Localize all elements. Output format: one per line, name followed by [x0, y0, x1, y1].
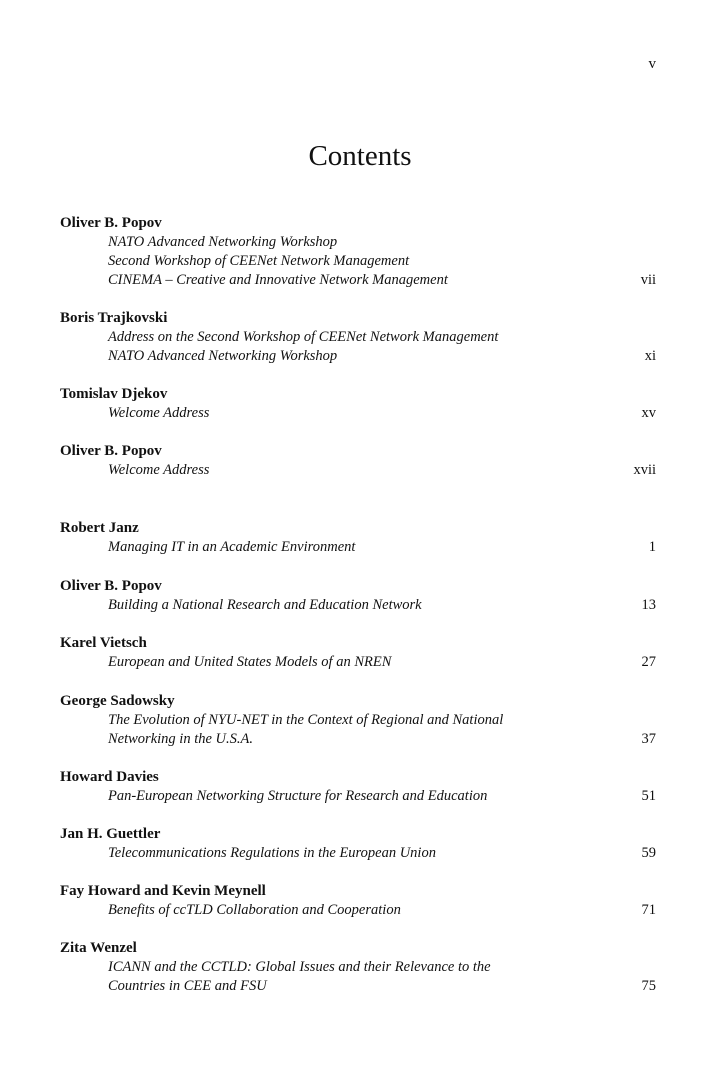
toc-author: Zita Wenzel [60, 940, 137, 956]
toc-author: Jan H. Guettler [60, 826, 161, 842]
toc-author: Oliver B. Popov [60, 578, 162, 594]
toc-title-text: CINEMA – Creative and Innovative Network Management [108, 272, 448, 288]
toc-title-text: Telecommunications Regulations in the European Union [108, 845, 436, 861]
toc-entry [60, 768, 656, 806]
toc-title-line [60, 404, 656, 423]
toc-entry [60, 214, 656, 290]
toc-title-line [60, 347, 656, 366]
toc-title-text: Countries in CEE and FSU [108, 978, 267, 994]
toc-author: George Sadowsky [60, 693, 175, 709]
toc-title-text: Building a National Research and Education Network [108, 597, 422, 613]
toc-author: Boris Trajkovski [60, 310, 168, 326]
toc-page-number: 1 [648, 539, 656, 555]
toc-title-line: ICANN and the CCTLD: Global Issues and their Relevance to the [108, 959, 491, 975]
toc-title-line [60, 596, 656, 615]
toc-page-number: 71 [641, 902, 656, 918]
toc-entry [60, 519, 656, 557]
toc-title-text: Pan-European Networking Structure for Research and Education [108, 788, 488, 804]
toc-author: Tomislav Djekov [60, 386, 168, 402]
toc-entry [60, 634, 656, 672]
toc-title-line [60, 271, 656, 290]
toc-entry [60, 825, 656, 863]
toc-author: Robert Janz [60, 520, 139, 536]
toc-author: Fay Howard and Kevin Meynell [60, 883, 266, 899]
toc-title-line [60, 901, 656, 920]
toc-title-line [60, 787, 656, 806]
toc-author: Karel Vietsch [60, 635, 147, 651]
toc-page-number: 27 [641, 654, 656, 670]
toc-author: Howard Davies [60, 769, 159, 785]
toc-entry [60, 939, 656, 996]
page-title: Contents [308, 140, 412, 172]
toc-page-number: 75 [641, 978, 656, 994]
toc-title-text: Benefits of ccTLD Collaboration and Cooperation [108, 902, 401, 918]
toc-title-text: Networking in the U.S.A. [108, 731, 253, 747]
toc-page-number: xvii [633, 462, 656, 478]
toc-title-line [60, 844, 656, 863]
toc-page-number: 13 [641, 597, 656, 613]
toc-title-text: Welcome Address [108, 405, 210, 421]
toc-page-number: 51 [641, 788, 656, 804]
toc-entry [60, 385, 656, 423]
toc-title-text: NATO Advanced Networking Workshop [108, 348, 338, 364]
page-folio: v [648, 56, 656, 72]
toc-entry [60, 577, 656, 615]
toc-page-number: 59 [641, 845, 656, 861]
toc-entry [60, 309, 656, 366]
toc-title-line [60, 538, 656, 557]
toc-entry [60, 692, 656, 749]
toc-title-text: Welcome Address [108, 462, 210, 478]
toc-title-line: The Evolution of NYU-NET in the Context of Regional and National [108, 712, 504, 728]
toc-title-line [60, 461, 656, 480]
toc-entry [60, 882, 656, 920]
toc-title-text: European and United States Models of an NREN [108, 654, 392, 670]
toc-title-text: Managing IT in an Academic Environment [108, 539, 356, 555]
toc-author: Oliver B. Popov [60, 215, 162, 231]
toc-title-line: NATO Advanced Networking Workshop [108, 234, 338, 250]
toc-author: Oliver B. Popov [60, 443, 162, 459]
toc-title-line [60, 730, 656, 749]
toc-page-number: 37 [641, 731, 656, 747]
toc-page-number: vii [640, 272, 656, 288]
toc-title-line [60, 653, 656, 672]
toc-title-line [60, 977, 656, 996]
toc-entry [60, 442, 656, 480]
toc-title-line: Address on the Second Workshop of CEENet Network Management [108, 329, 499, 345]
toc-page-number: xi [644, 348, 656, 364]
toc-page-number: xv [641, 405, 656, 421]
toc-title-line: Second Workshop of CEENet Network Management [108, 253, 410, 269]
